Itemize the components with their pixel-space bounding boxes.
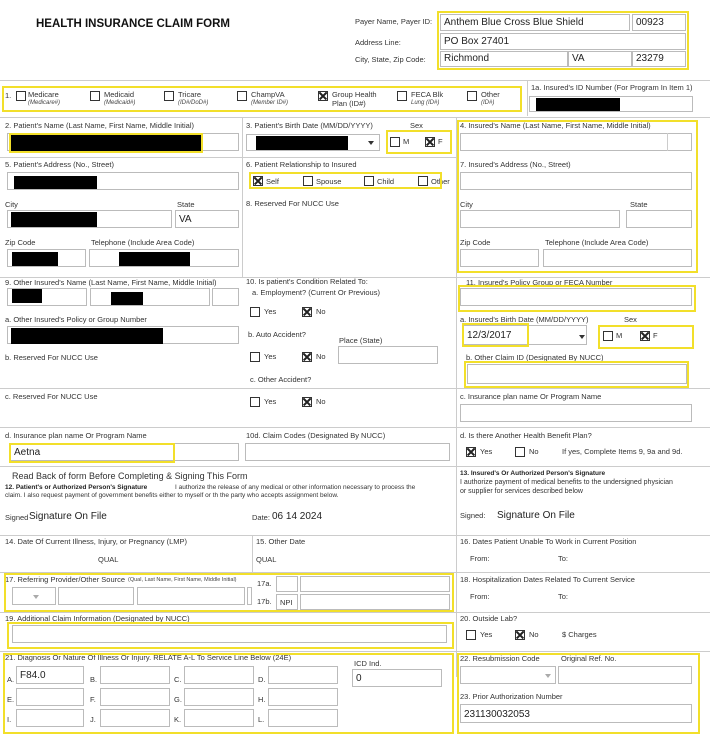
other-insured-policy-redaction [11,328,163,344]
diag-j-label: J. [90,715,96,724]
other-checkbox[interactable] [467,91,477,101]
claim-codes-field[interactable] [245,443,450,461]
item6-label: 6. Patient Relationship to Insured [246,160,357,169]
item18-to: To: [558,592,569,601]
diag-e-label: E. [7,695,15,704]
insured-zip-field[interactable] [460,249,539,267]
medicaid-sub: (Medicaid#) [104,100,136,106]
insured-birthdate-dropdown-icon[interactable] [579,335,585,339]
insured-name-field[interactable] [460,133,692,151]
diag-k-label: K. [174,715,182,724]
patient-state-field[interactable] [175,210,239,228]
item18-from: From: [470,592,490,601]
item12-date-value: 06 14 2024 [272,511,323,522]
item14-qual: QUAL [98,555,119,564]
patient-name-redaction [11,135,203,151]
item11a-sex-label: Sex [624,315,637,324]
state-field[interactable] [568,51,632,67]
item13-signed-value: Signature On File [497,510,575,521]
patient-city-label: City [5,200,18,209]
group-health-checkbox[interactable] [318,91,328,101]
other-plan-note: If yes, Complete Items 9, 9a and 9d. [562,447,683,456]
item22-orig-label: Original Ref. No. [561,654,617,663]
diag-f-label: F. [90,695,96,704]
city-value: Richmond [444,53,490,64]
item17a-label: 17a. [257,579,272,588]
item9-label: 9. Other Insured's Name (Last Name, First Name, Middle Initial) [5,278,217,287]
tricare-label: Tricare [178,90,202,99]
patient-phone-label: Telephone (Include Area Code) [91,238,195,247]
patient-sex-m-checkbox[interactable] [390,137,400,147]
birthdate-dropdown-icon[interactable] [368,141,374,145]
other-label: Other [481,90,500,99]
item20-label: 20. Outside Lab? [460,614,518,623]
item16-to: To: [558,554,569,563]
rel-child-label: Child [377,177,395,186]
diag-a-label: A. [7,675,15,684]
item12-text1: I authorize the release of any medical or other information necessary to process the [175,484,416,491]
other-insured-first-redaction [111,292,143,305]
referring-qual-dropdown-icon[interactable] [33,595,39,599]
outside-lab-no-label: No [529,630,539,639]
outside-lab-no-checkbox[interactable] [515,630,525,640]
address-label: Address Line: [355,38,401,47]
tricare-checkbox[interactable] [164,91,174,101]
diag-c-field[interactable] [184,666,254,684]
medicare-sub: (Medicare#) [28,100,61,106]
item13-label: 13. Insured's Or Authorized Person's Signature [460,470,606,477]
feca-label: FECA Blk [411,90,444,99]
item3-label: 3. Patient's Birth Date (MM/DD/YYYY) [246,121,373,130]
other-plan-no-checkbox[interactable] [515,447,525,457]
item9b-label: b. Reserved For NUCC Use [5,353,98,362]
item11b-label: b. Other Claim ID (Designated By NUCC) [466,353,604,362]
item9c-label: c. Reserved For NUCC Use [5,392,98,401]
item11a-label: a. Insured's Birth Date (MM/DD/YYYY) [460,315,589,324]
insured-city-label: City [460,200,473,209]
item17a-qual-field[interactable] [276,576,298,592]
additional-claim-info-field[interactable] [12,625,447,643]
item15-label: 15. Other Date [256,537,306,546]
city-state-zip-label: City, State, Zip Code: [355,55,426,64]
insured-sex-m-label: M [616,331,623,340]
resubmission-dropdown-icon[interactable] [545,674,551,678]
diag-i-field[interactable] [16,709,84,727]
other-plan-yes-label: Yes [480,447,493,456]
address-field[interactable] [440,33,686,50]
insured-phone-label: Telephone (Include Area Code) [545,238,649,247]
item4-label: 4. Insured's Name (Last Name, First Name, Middle Initial) [460,121,651,130]
diag-a-field[interactable] [16,666,84,684]
insured-sex-m-checkbox[interactable] [603,331,613,341]
diag-c-label: C. [174,675,182,684]
diag-h-field[interactable] [268,688,338,706]
rel-spouse-checkbox[interactable] [303,176,313,186]
employment-yes-checkbox[interactable] [250,307,260,317]
item14-label: 14. Date Of Current Illness, Injury, or Pregnancy (LMP) [5,537,188,546]
item11-label: 11. Insured's Policy Group or FECA Number [466,278,613,287]
auto-yes-label: Yes [264,352,277,361]
insured-birthdate-value: 12/3/2017 [467,330,512,341]
medicaid-label: Medicaid [104,90,135,99]
diag-f-field[interactable] [100,688,170,706]
item12-signed-label: Signed [5,513,29,522]
icd-ind-field[interactable] [352,669,442,687]
form-title: HEALTH INSURANCE CLAIM FORM [36,18,230,30]
tricare-sub: (ID#/DoD#) [178,100,209,106]
auto-no-checkbox[interactable] [302,352,312,362]
auto-no-label: No [316,352,326,361]
diag-d-label: D. [258,675,266,684]
item12-date-label: Date: [252,513,270,522]
item13-signed-label: Signed: [460,511,486,520]
prior-auth-field[interactable] [460,704,692,723]
feca-sub: Lung (ID#) [411,100,440,106]
employment-yes-label: Yes [264,307,277,316]
item5-label: 5. Patient's Address (No., Street) [5,160,114,169]
address-value: PO Box 27401 [444,36,510,47]
rel-other-checkbox[interactable] [418,176,428,186]
payer-name-value: Anthem Blue Cross Blue Shield [444,17,584,28]
patient-phone-redaction [119,252,190,266]
diag-g-label: G. [174,695,182,704]
diag-e-field[interactable] [16,688,84,706]
other-claim-id-field[interactable] [467,364,687,384]
insured-address-field[interactable] [460,172,692,190]
insured-id-label: 1a. Insured's ID Number (For Program In Item 1) [531,83,693,92]
insured-plan-name-field[interactable] [460,404,692,422]
other-accident-no-checkbox[interactable] [302,397,312,407]
other-plan-yes-checkbox[interactable] [466,447,476,457]
insured-state-field[interactable] [626,210,692,228]
feca-checkbox[interactable] [397,91,407,101]
other-insured-mi-field[interactable] [212,288,239,306]
outside-lab-charges-label: $ Charges [562,630,597,639]
insured-state-label: State [630,200,648,209]
zip-field[interactable] [632,51,686,67]
item22-label: 22. Resubmission Code [460,654,540,663]
outside-lab-yes-checkbox[interactable] [466,630,476,640]
other-insured-last-redaction [12,289,42,303]
rel-other-label: Other [431,177,450,186]
item13-text1: I authorize payment of medical benefits to the undersigned physician [460,479,673,486]
item10a-label: a. Employment? (Current Or Previous) [252,288,380,297]
item10c-label: c. Other Accident? [250,375,312,384]
employment-no-checkbox[interactable] [302,307,312,317]
item19-label: 19. Additional Claim Information (Designated by NUCC) [5,614,190,623]
other-plan-name-field[interactable] [10,443,239,461]
other-accident-yes-checkbox[interactable] [250,397,260,407]
read-back-text: Read Back of form Before Completing & Signing This Form [12,471,248,481]
patient-state-label: State [177,200,195,209]
employment-no-label: No [316,307,326,316]
item9d-label: d. Insurance plan name Or Program Name [5,431,147,440]
place-state-label: Place (State) [339,336,383,345]
item16-label: 16. Dates Patient Unable To Work in Current Position [460,537,637,546]
item16-from: From: [470,554,490,563]
champva-sub: (Member ID#) [251,100,289,106]
rel-self-label: Self [266,177,279,186]
other-accident-no-label: No [316,397,326,406]
item17-sub: (Qual, Last Name, First Name, Middle Initial) [128,577,237,583]
payer-name-field[interactable] [440,14,630,31]
icd-ind-label: ICD Ind. [354,659,382,668]
item17b-npi-label: NPI [280,598,293,607]
group-health-label: Group Health [332,90,377,99]
insured-zip-label: Zip Code [460,238,491,247]
insured-city-field[interactable] [460,210,620,228]
item17-label: 17. Referring Provider/Other Source [5,575,126,584]
resubmission-code-field[interactable] [460,666,556,684]
payer-id-field[interactable] [632,14,686,31]
diag-k-field[interactable] [184,709,254,727]
item11c-label: c. Insurance plan name Or Program Name [460,392,602,401]
other-plan-name-value: Aetna [14,447,41,458]
item10b-label: b. Auto Accident? [248,330,306,339]
group-health-sub: Plan (ID#) [332,99,366,108]
item17a-id-field[interactable] [300,576,450,592]
item7-label: 7. Insured's Address (No., Street) [460,160,571,169]
item12-signed-value: Signature On File [29,511,107,522]
item23-label: 23. Prior Authorization Number [460,692,563,701]
insured-policy-group-field[interactable] [460,288,692,306]
diag-j-field[interactable] [100,709,170,727]
diag-i-label: I. [7,715,12,724]
rel-spouse-label: Spouse [316,177,342,186]
medicare-checkbox[interactable] [16,91,26,101]
patient-sex-m-label: M [403,137,410,146]
medicaid-checkbox[interactable] [90,91,100,101]
patient-sex-f-checkbox[interactable] [425,137,435,147]
item11d-label: d. Is there Another Health Benefit Plan? [460,431,592,440]
diag-d-field[interactable] [268,666,338,684]
diag-h-label: H. [258,695,266,704]
state-value: VA [572,53,585,64]
item17b-npi-box [276,594,298,610]
item17b-label: 17b. [257,597,272,606]
other-sub: (ID#) [481,100,495,106]
patient-address-redaction [14,176,97,189]
patient-sex-f-label: F [438,137,443,146]
payer-id-value: 00923 [636,17,664,28]
referring-first-field[interactable] [137,587,245,605]
item10-label: 10. Is patient's Condition Related To: [246,277,368,286]
diag-b-field[interactable] [100,666,170,684]
prior-auth-value: 231130032053 [464,709,530,720]
auto-accident-state-field[interactable] [338,346,438,364]
icd-ind-value: 0 [356,673,362,684]
patient-zip-label: Zip Code [5,238,36,247]
item10d-label: 10d. Claim Codes (Designated By NUCC) [246,431,386,440]
insured-sex-f-label: F [653,331,658,340]
champva-checkbox[interactable] [237,91,247,101]
patient-city-redaction [11,212,97,227]
insured-phone-field[interactable] [543,249,692,267]
item12-label: 12. Patient's or Authorized Person's Signature [5,484,148,491]
outside-lab-yes-label: Yes [480,630,493,639]
original-ref-field[interactable] [558,666,692,684]
referring-last-field[interactable] [58,587,134,605]
insured-sex-f-checkbox[interactable] [640,331,650,341]
item2-label: 2. Patient's Name (Last Name, First Name, Middle Initial) [5,121,194,130]
item9a-label: a. Other Insured's Policy or Group Number [5,315,147,324]
item21-label: 21. Diagnosis Or Nature Of Illness Or Injury. RELATE A-L To Service Line Below (24E) [5,653,292,662]
diag-l-label: L. [258,715,265,724]
item15-qual: QUAL [256,555,277,564]
insured-birthdate-field[interactable] [463,325,587,345]
patient-state-value: VA [179,214,192,225]
other-insured-first-field[interactable] [90,288,210,306]
diag-a-value: F84.0 [20,670,46,681]
zip-value: 23279 [636,53,664,64]
item12-text2: claim. I also request payment of government benefits either to myself or th the party who accepts assignment below. [5,492,339,499]
diag-g-field[interactable] [184,688,254,706]
rel-self-checkbox[interactable] [253,176,263,186]
other-plan-no-label: No [529,447,539,456]
item8-label: 8. Reserved For NUCC Use [246,199,339,208]
auto-yes-checkbox[interactable] [250,352,260,362]
item3-sex-label: Sex [410,121,423,130]
medicare-label: Medicare [28,90,59,99]
patient-birthdate-redaction [256,136,348,150]
item17b-npi-field[interactable] [300,594,450,610]
diag-l-field[interactable] [268,709,338,727]
rel-child-checkbox[interactable] [364,176,374,186]
payer-label: Payer Name, Payer ID: [355,17,433,26]
city-field[interactable] [440,51,568,67]
item1-number: 1. [5,91,12,100]
referring-mi-field[interactable] [247,587,252,605]
diag-b-label: B. [90,675,98,684]
champva-label: ChampVA [251,90,285,99]
other-accident-yes-label: Yes [264,397,277,406]
item18-label: 18. Hospitalization Dates Related To Current Service [460,575,635,584]
item13-text2: or supplier for services described below [460,488,583,495]
patient-zip-redaction [12,252,58,266]
insured-id-redaction [536,98,620,111]
